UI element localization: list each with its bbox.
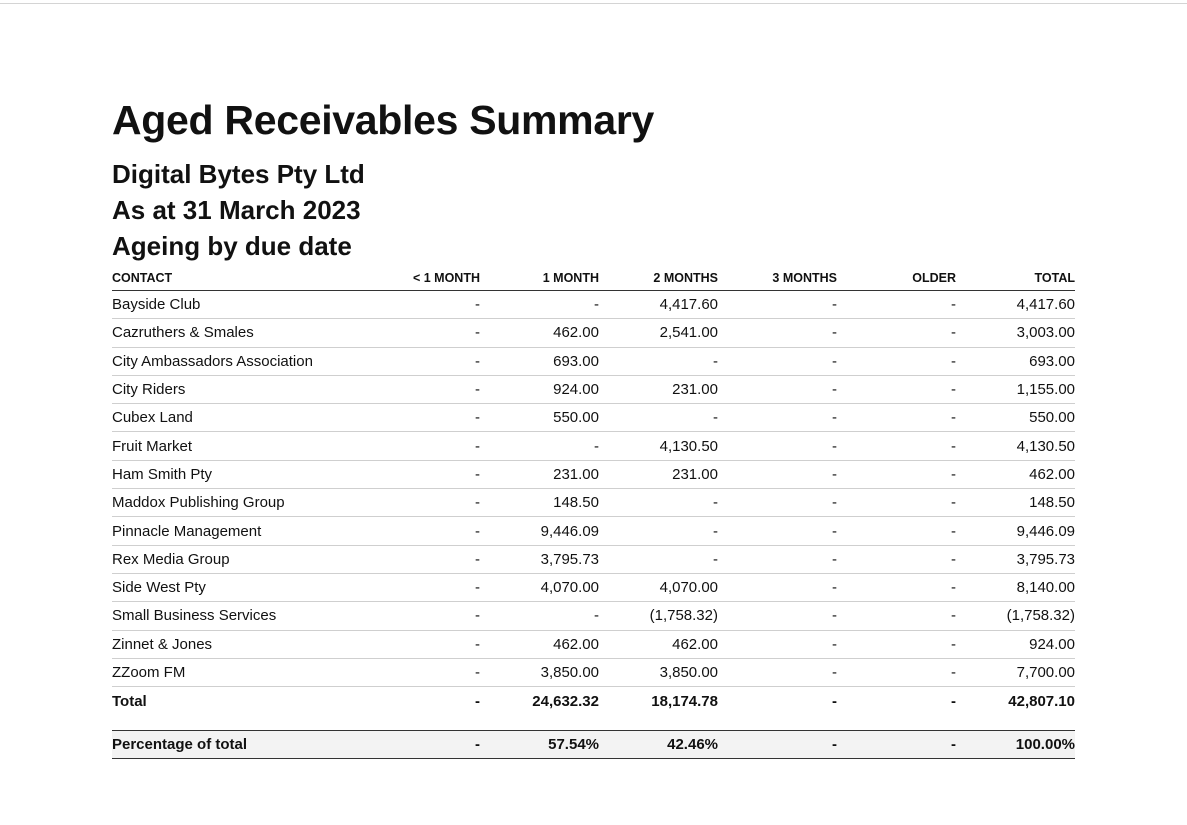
aged-receivables-report <box>112 96 1075 759</box>
table-row <box>112 291 1075 319</box>
contact-name: Total <box>112 693 147 711</box>
contact-name: Bayside Club <box>112 291 362 319</box>
column-header: 1 MONTH <box>480 266 599 291</box>
table-row <box>112 432 1075 460</box>
amount-cell: - <box>362 319 480 347</box>
amount-cell: - <box>837 375 956 403</box>
table-body <box>112 291 1075 759</box>
contact-name: Cubex Land <box>112 404 362 432</box>
amount-cell: 9,446.09 <box>480 517 599 545</box>
table-row <box>112 375 1075 403</box>
contact-name: Side West Pty <box>112 573 362 601</box>
amount-cell: 3,795.73 <box>480 545 599 573</box>
amount-cell: - <box>599 404 718 432</box>
amount-cell: - <box>837 731 956 759</box>
amount-cell: 57.54% <box>480 731 599 759</box>
amount-cell: - <box>837 602 956 630</box>
amount-cell: 100.00% <box>956 731 1075 759</box>
amount-cell: 148.50 <box>956 489 1075 517</box>
contact-name: Percentage of total <box>112 731 362 759</box>
contact-name: Ham Smith Pty <box>112 460 362 488</box>
amount-cell: - <box>718 658 837 686</box>
amount-cell: 24,632.32 <box>532 693 599 711</box>
amount-cell: - <box>362 404 480 432</box>
amount-cell: 462.00 <box>599 630 718 658</box>
amount-cell: - <box>718 573 837 601</box>
amount-cell: 2,541.00 <box>599 319 718 347</box>
amount-cell: - <box>718 517 837 545</box>
amount-cell: 231.00 <box>599 460 718 488</box>
amount-cell: 550.00 <box>956 404 1075 432</box>
amount-cell: 4,070.00 <box>480 573 599 601</box>
contact-name: Pinnacle Management <box>112 517 362 545</box>
contact-name: Small Business Services <box>112 602 362 630</box>
top-divider <box>0 3 1187 4</box>
amount-cell: 462.00 <box>480 319 599 347</box>
table-row <box>112 658 1075 686</box>
amount-cell: - <box>362 375 480 403</box>
amount-cell: - <box>837 489 956 517</box>
amount-cell: - <box>718 404 837 432</box>
table-row <box>112 517 1075 545</box>
amount-cell: 3,795.73 <box>956 545 1075 573</box>
total-row <box>112 687 1075 717</box>
amount-cell: - <box>832 693 837 711</box>
percentage-row <box>112 731 1075 759</box>
amount-cell: - <box>362 432 480 460</box>
amount-cell: - <box>837 319 956 347</box>
table-row <box>112 347 1075 375</box>
amount-cell: - <box>837 432 956 460</box>
contact-name: ZZoom FM <box>112 658 362 686</box>
ageing-basis: Ageing by due date <box>112 231 352 261</box>
amount-cell: 4,070.00 <box>599 573 718 601</box>
spacer-row <box>112 716 1075 731</box>
amount-cell: - <box>362 291 480 319</box>
amount-cell: - <box>718 291 837 319</box>
table-row <box>112 404 1075 432</box>
amount-cell: 42.46% <box>599 731 718 759</box>
table-row <box>112 602 1075 630</box>
contact-name: Zinnet & Jones <box>112 630 362 658</box>
contact-name: City Riders <box>112 375 362 403</box>
column-header: CONTACT <box>112 266 362 291</box>
contact-name: Cazruthers & Smales <box>112 319 362 347</box>
amount-cell: - <box>837 347 956 375</box>
amount-cell: 550.00 <box>480 404 599 432</box>
column-header: 3 MONTHS <box>718 266 837 291</box>
amount-cell: 231.00 <box>480 460 599 488</box>
table-row <box>112 319 1075 347</box>
amount-cell: - <box>718 602 837 630</box>
amount-cell: - <box>362 658 480 686</box>
column-header: < 1 MONTH <box>362 266 480 291</box>
amount-cell: - <box>837 573 956 601</box>
amount-cell: - <box>837 545 956 573</box>
amount-cell: - <box>718 460 837 488</box>
amount-cell: - <box>362 545 480 573</box>
amount-cell: 9,446.09 <box>956 517 1075 545</box>
contact-name: Maddox Publishing Group <box>112 489 362 517</box>
amount-cell: - <box>837 460 956 488</box>
amount-cell: - <box>599 517 718 545</box>
table-row <box>112 545 1075 573</box>
amount-cell: 924.00 <box>480 375 599 403</box>
amount-cell: 1,155.00 <box>956 375 1075 403</box>
report-subtitles <box>112 156 1075 264</box>
amount-cell: - <box>362 347 480 375</box>
amount-cell: - <box>837 404 956 432</box>
amount-cell: - <box>837 630 956 658</box>
amount-cell: - <box>599 545 718 573</box>
contact-name: Fruit Market <box>112 432 362 460</box>
amount-cell: - <box>718 347 837 375</box>
amount-cell: 3,850.00 <box>599 658 718 686</box>
column-header: 2 MONTHS <box>599 266 718 291</box>
contact-name: City Ambassadors Association <box>112 347 362 375</box>
column-header: TOTAL <box>956 266 1075 291</box>
amount-cell: - <box>837 291 956 319</box>
amount-cell: - <box>718 545 837 573</box>
amount-cell: - <box>362 731 480 759</box>
amount-cell: - <box>362 460 480 488</box>
amount-cell: - <box>480 291 599 319</box>
table-header-row <box>112 266 1075 291</box>
amount-cell: (1,758.32) <box>599 602 718 630</box>
amount-cell: - <box>362 517 480 545</box>
column-header: OLDER <box>837 266 956 291</box>
amount-cell: - <box>718 630 837 658</box>
amount-cell: - <box>951 693 956 711</box>
amount-cell: 693.00 <box>956 347 1075 375</box>
amount-cell: - <box>599 489 718 517</box>
amount-cell: - <box>718 432 837 460</box>
table-row <box>112 489 1075 517</box>
amount-cell: - <box>475 693 480 711</box>
amount-cell: 693.00 <box>480 347 599 375</box>
receivables-table <box>112 266 1075 759</box>
amount-cell: - <box>362 630 480 658</box>
amount-cell: 18,174.78 <box>651 693 718 711</box>
amount-cell: - <box>599 347 718 375</box>
amount-cell: 924.00 <box>956 630 1075 658</box>
report-title: Aged Receivables Summary <box>112 97 654 143</box>
amount-cell: - <box>718 489 837 517</box>
amount-cell: 148.50 <box>480 489 599 517</box>
amount-cell: - <box>718 731 837 759</box>
amount-cell: - <box>837 658 956 686</box>
amount-cell: 7,700.00 <box>956 658 1075 686</box>
amount-cell: 8,140.00 <box>956 573 1075 601</box>
amount-cell: - <box>362 573 480 601</box>
contact-name: Rex Media Group <box>112 545 362 573</box>
amount-cell: 4,130.50 <box>956 432 1075 460</box>
amount-cell: (1,758.32) <box>956 602 1075 630</box>
spacer-cell <box>112 716 1075 731</box>
table-row <box>112 460 1075 488</box>
amount-cell: - <box>362 489 480 517</box>
amount-cell: 231.00 <box>599 375 718 403</box>
report-date: As at 31 March 2023 <box>112 195 361 225</box>
table-row <box>112 573 1075 601</box>
amount-cell: 4,417.60 <box>956 291 1075 319</box>
amount-cell: 462.00 <box>480 630 599 658</box>
amount-cell: - <box>362 602 480 630</box>
amount-cell: 4,130.50 <box>599 432 718 460</box>
amount-cell: 42,807.10 <box>1008 693 1075 711</box>
amount-cell: - <box>837 517 956 545</box>
amount-cell: - <box>480 432 599 460</box>
amount-cell: - <box>480 602 599 630</box>
amount-cell: - <box>718 375 837 403</box>
amount-cell: 3,003.00 <box>956 319 1075 347</box>
company-name: Digital Bytes Pty Ltd <box>112 159 365 189</box>
amount-cell: - <box>718 319 837 347</box>
amount-cell: 4,417.60 <box>599 291 718 319</box>
amount-cell: 3,850.00 <box>480 658 599 686</box>
amount-cell: 462.00 <box>956 460 1075 488</box>
table-row <box>112 630 1075 658</box>
